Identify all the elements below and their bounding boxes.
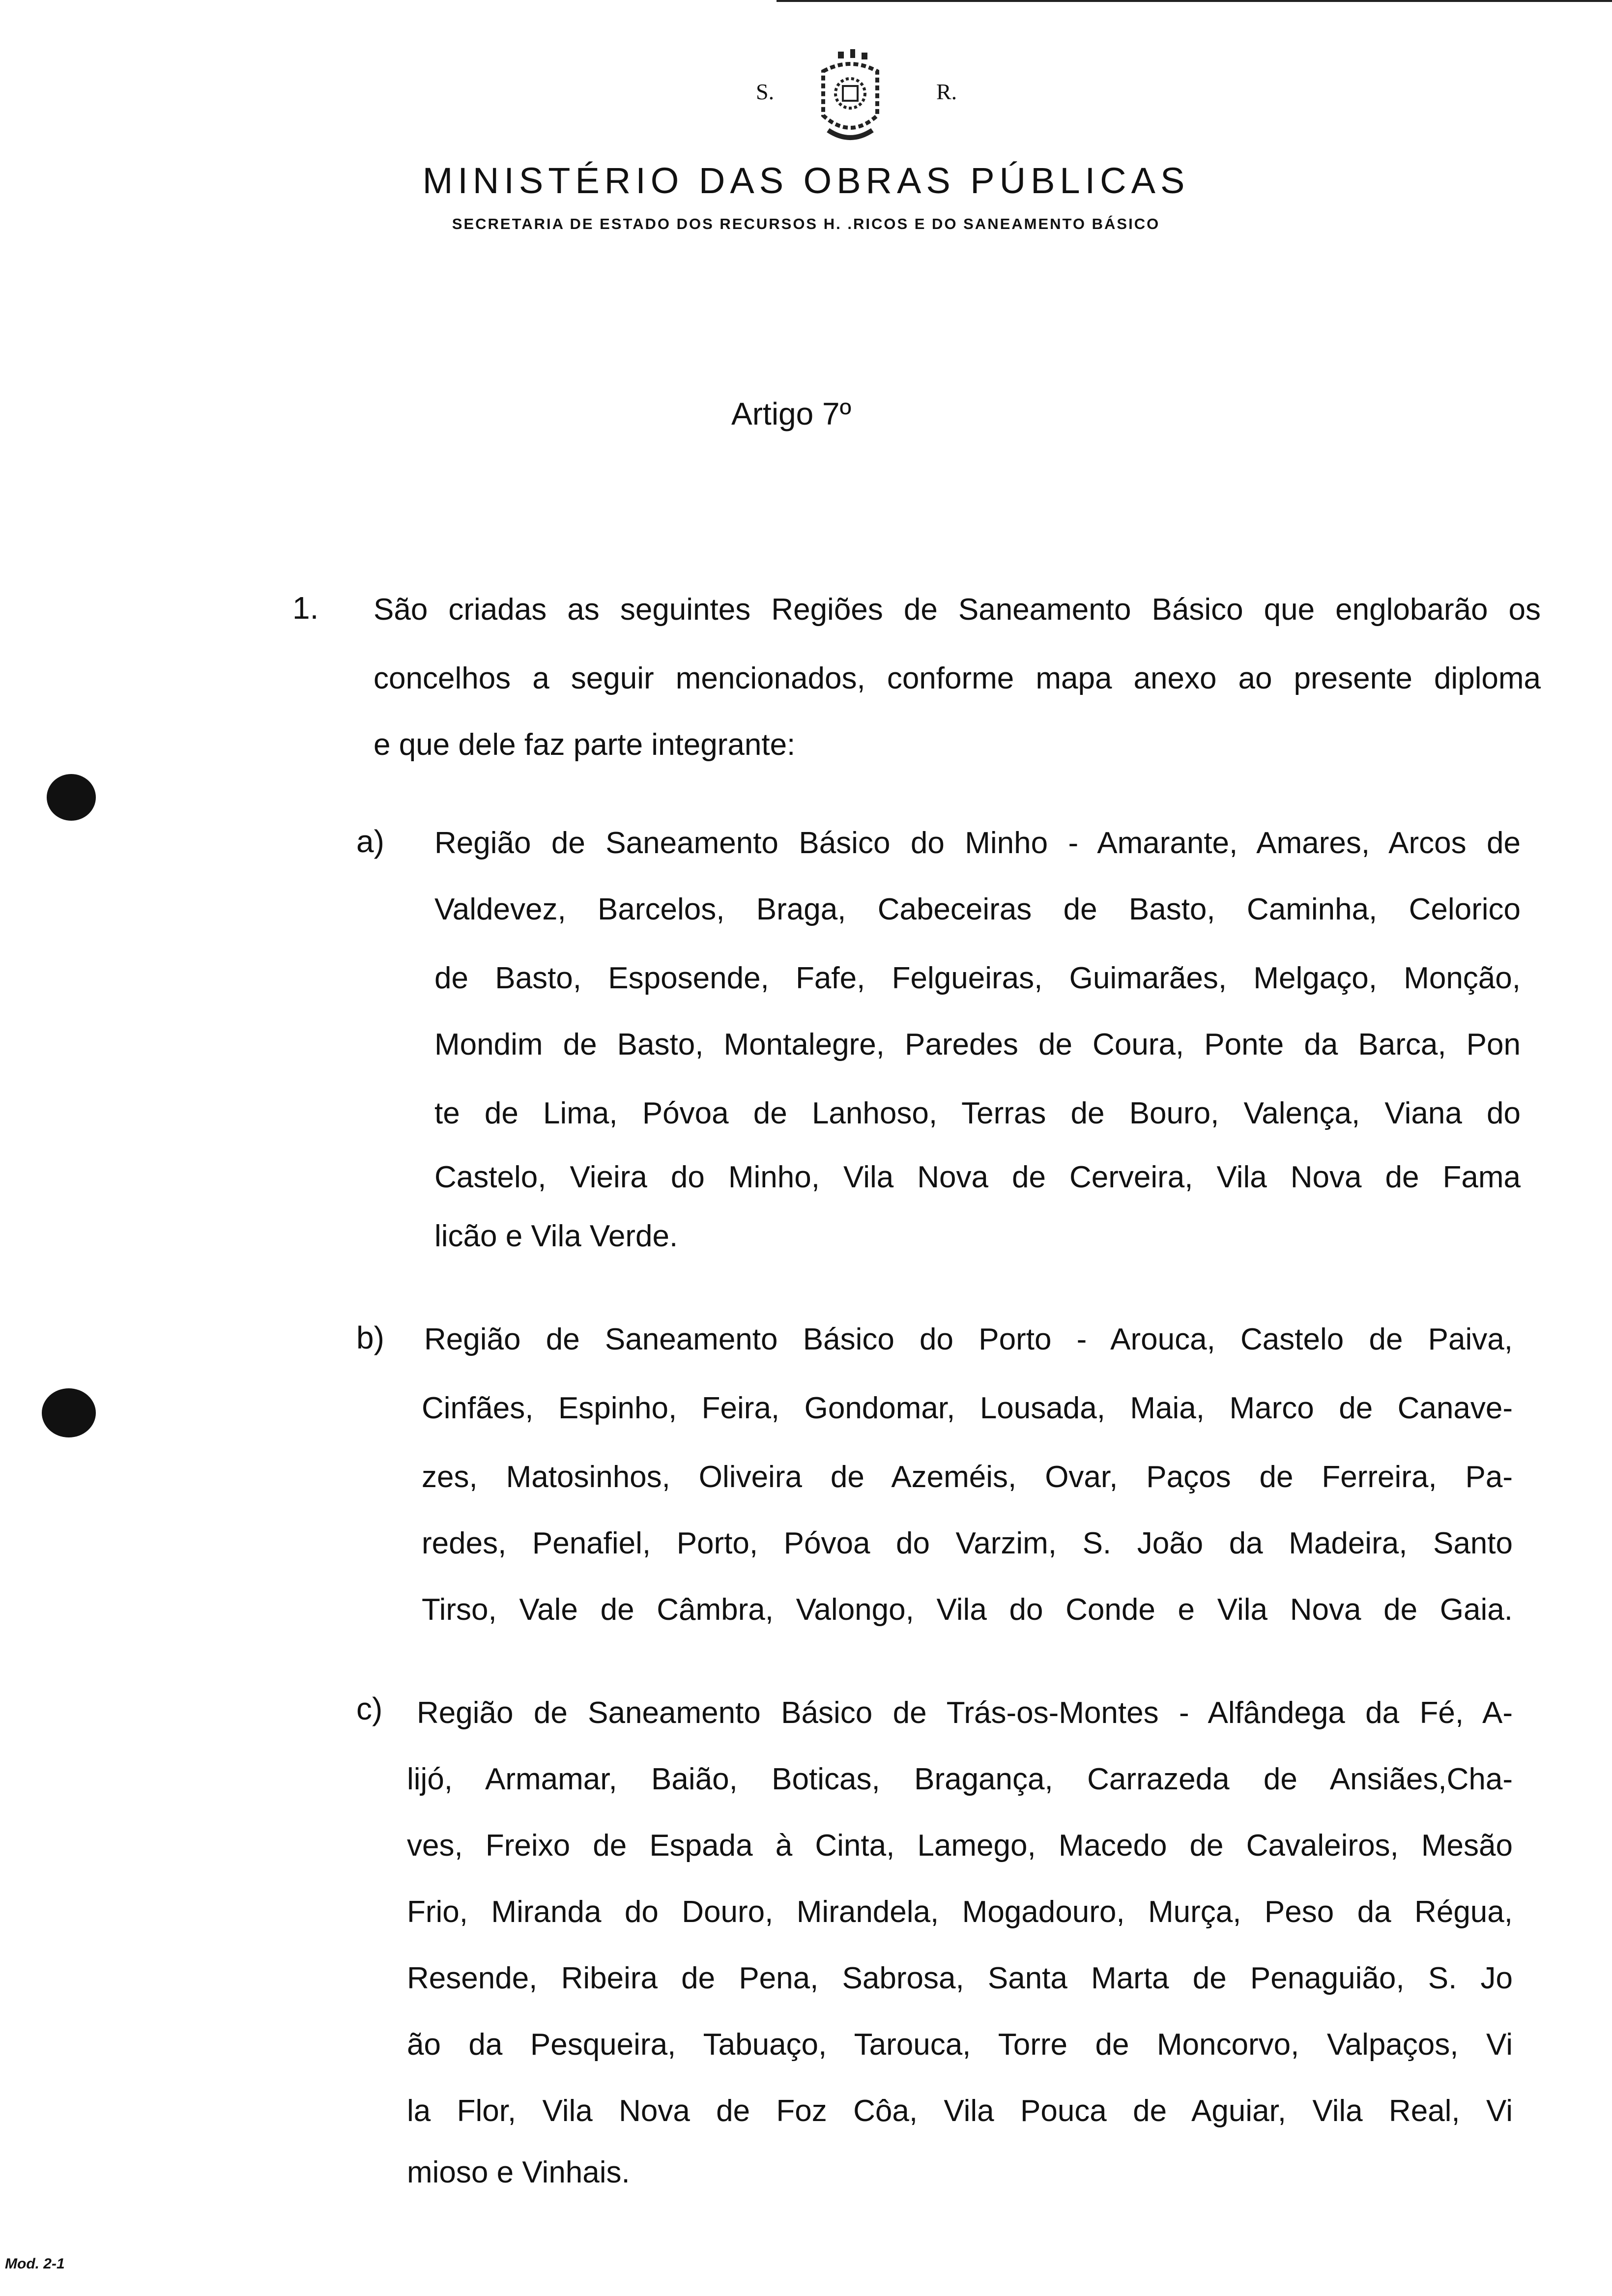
item-c-line: lijó, Armamar, Baião, Boticas, Bragança, Carrazeda de Ansiães,Cha-	[407, 1762, 1513, 1796]
item-b-line: zes, Matosinhos, Oliveira de Azeméis, Ovar, Paços de Ferreira, Pa-	[422, 1460, 1513, 1494]
item-label-a: a)	[356, 824, 384, 859]
item-c-line: ão da Pesqueira, Tabuaço, Tarouca, Torre de Moncorvo, Valpaços, Vi	[407, 2028, 1513, 2062]
item-a-line: Valdevez, Barcelos, Braga, Cabeceiras de Basto, Caminha, Celorico	[434, 892, 1521, 926]
item-c-line: ves, Freixo de Espada à Cinta, Lamego, Macedo de Cavaleiros, Mesão	[407, 1829, 1513, 1863]
header-letter-r: R.	[936, 79, 957, 104]
coat-of-arms-emblem-icon	[804, 47, 897, 145]
top-border-line	[777, 0, 1612, 2]
item-a-line: de Basto, Esposende, Fafe, Felgueiras, Guimarães, Melgaço, Monção,	[434, 961, 1521, 995]
paragraph-number: 1.	[292, 590, 319, 626]
item-a-line: Castelo, Vieira do Minho, Vila Nova de Cerveira, Vila Nova de Fama	[434, 1160, 1521, 1194]
item-a-line: licão e Vila Verde.	[434, 1219, 678, 1253]
ministry-title: MINISTÉRIO DAS OBRAS PÚBLICAS	[422, 160, 1190, 201]
item-b-line: Tirso, Vale de Câmbra, Valongo, Vila do Conde e Vila Nova de Gaia.	[422, 1593, 1513, 1627]
punch-hole-mark	[42, 1388, 96, 1437]
intro-line: concelhos a seguir mencionados, conforme mapa anexo ao presente diploma	[374, 661, 1541, 695]
item-c-line: Região de Saneamento Básico de Trás-os-Montes - Alfândega da Fé, A-	[417, 1696, 1513, 1730]
item-label-c: c)	[356, 1691, 383, 1726]
item-label-b: b)	[356, 1320, 384, 1355]
item-a-line: Mondim de Basto, Montalegre, Paredes de Coura, Ponte da Barca, Pon	[434, 1028, 1521, 1062]
item-c-line: la Flor, Vila Nova de Foz Côa, Vila Pouca de Aguiar, Vila Real, Vi	[407, 2094, 1513, 2128]
form-code: Mod. 2-1	[5, 2256, 65, 2272]
item-b-line: redes, Penafiel, Porto, Póvoa do Varzim, S. João da Madeira, Santo	[422, 1526, 1513, 1560]
item-b-line: Região de Saneamento Básico do Porto - Arouca, Castelo de Paiva,	[424, 1322, 1513, 1356]
header-letter-s: S.	[756, 79, 775, 104]
intro-line: e que dele faz parte integrante:	[374, 728, 796, 762]
item-c-line: mioso e Vinhais.	[407, 2155, 630, 2189]
item-a-line: te de Lima, Póvoa de Lanhoso, Terras de Bouro, Valença, Viana do	[434, 1096, 1521, 1130]
punch-hole-mark	[47, 774, 96, 821]
item-a-line: Região de Saneamento Básico do Minho - Amarante, Amares, Arcos de	[434, 826, 1521, 860]
item-b-line: Cinfães, Espinho, Feira, Gondomar, Lousada, Maia, Marco de Canave-	[422, 1391, 1513, 1425]
item-c-line: Resende, Ribeira de Pena, Sabrosa, Santa Marta de Penaguião, S. Jo	[407, 1961, 1513, 1995]
article-title: Artigo 7º	[731, 396, 851, 431]
intro-line: São criadas as seguintes Regiões de Saneamento Básico que englobarão os	[374, 593, 1541, 627]
secretaria-subtitle: SECRETARIA DE ESTADO DOS RECURSOS H. .RICOS E DO SANEAMENTO BÁSICO	[452, 215, 1160, 232]
item-c-line: Frio, Miranda do Douro, Mirandela, Mogadouro, Murça, Peso da Régua,	[407, 1895, 1513, 1929]
